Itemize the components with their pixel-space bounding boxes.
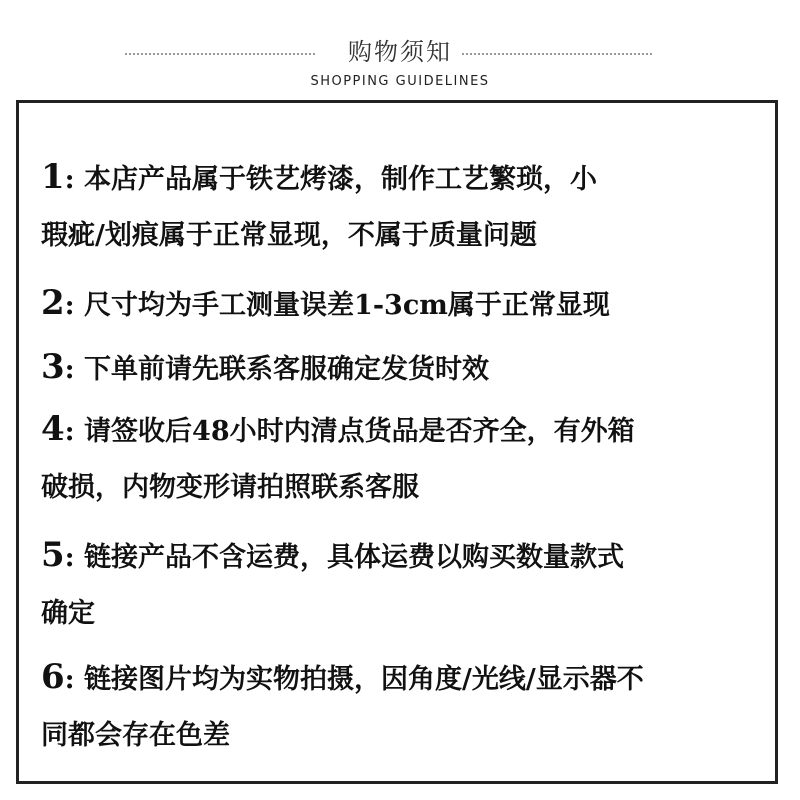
- item-number: 3: [41, 347, 65, 387]
- item-text: 链接图片均为实物拍摄，因角度/光线/显示器不: [84, 664, 644, 695]
- item-text: 破损，内物变形请拍照联系客服: [41, 472, 419, 503]
- guideline-item-4: 4: 请签收后48小时内清点货品是否齐全，有外箱 破损，内物变形请拍照联系客服: [41, 401, 776, 516]
- guideline-item-3: 3: 下单前请先联系客服确定发货时效: [41, 347, 490, 387]
- item-number: 6: [41, 657, 65, 697]
- item-text: 本店产品属于铁艺烤漆，制作工艺繁琐，小: [84, 164, 598, 195]
- item-text: 同都会存在色差: [41, 720, 230, 751]
- guidelines-box: [16, 100, 778, 784]
- item-text: 下单前请先联系客服确定发货时效: [84, 354, 490, 385]
- item-number: 2: [41, 283, 65, 323]
- header: [0, 14, 800, 89]
- guideline-item-6: 6: 链接图片均为实物拍摄，因角度/光线/显示器不 同都会存在色差: [41, 649, 776, 764]
- item-number: 4: [41, 409, 65, 449]
- item-text: 确定: [41, 598, 95, 629]
- item-text: 尺寸均为手工测量误差1-3cm属于正常显现: [84, 290, 610, 321]
- page-title: 购物须知: [348, 38, 452, 66]
- item-number: 5: [41, 535, 65, 575]
- page-subtitle: SHOPPING GUIDELINES: [310, 74, 490, 89]
- guideline-item-1: 1: 本店产品属于铁艺烤漆，制作工艺繁琐，小 瑕疵/划痕属于正常显现，不属于质量问题: [41, 149, 776, 264]
- item-text: 链接产品不含运费，具体运费以购买数量款式: [84, 542, 625, 573]
- dotted-divider-right: [462, 53, 652, 55]
- guideline-item-5: 5: 链接产品不含运费，具体运费以购买数量款式 确定: [41, 527, 776, 642]
- item-text: 瑕疵/划痕属于正常显现，不属于质量问题: [41, 220, 537, 251]
- item-number: 1: [41, 157, 65, 197]
- item-text: 请签收后48小时内清点货品是否齐全，有外箱: [84, 416, 635, 447]
- guideline-item-2: 2: 尺寸均为手工测量误差1-3cm属于正常显现: [41, 283, 610, 323]
